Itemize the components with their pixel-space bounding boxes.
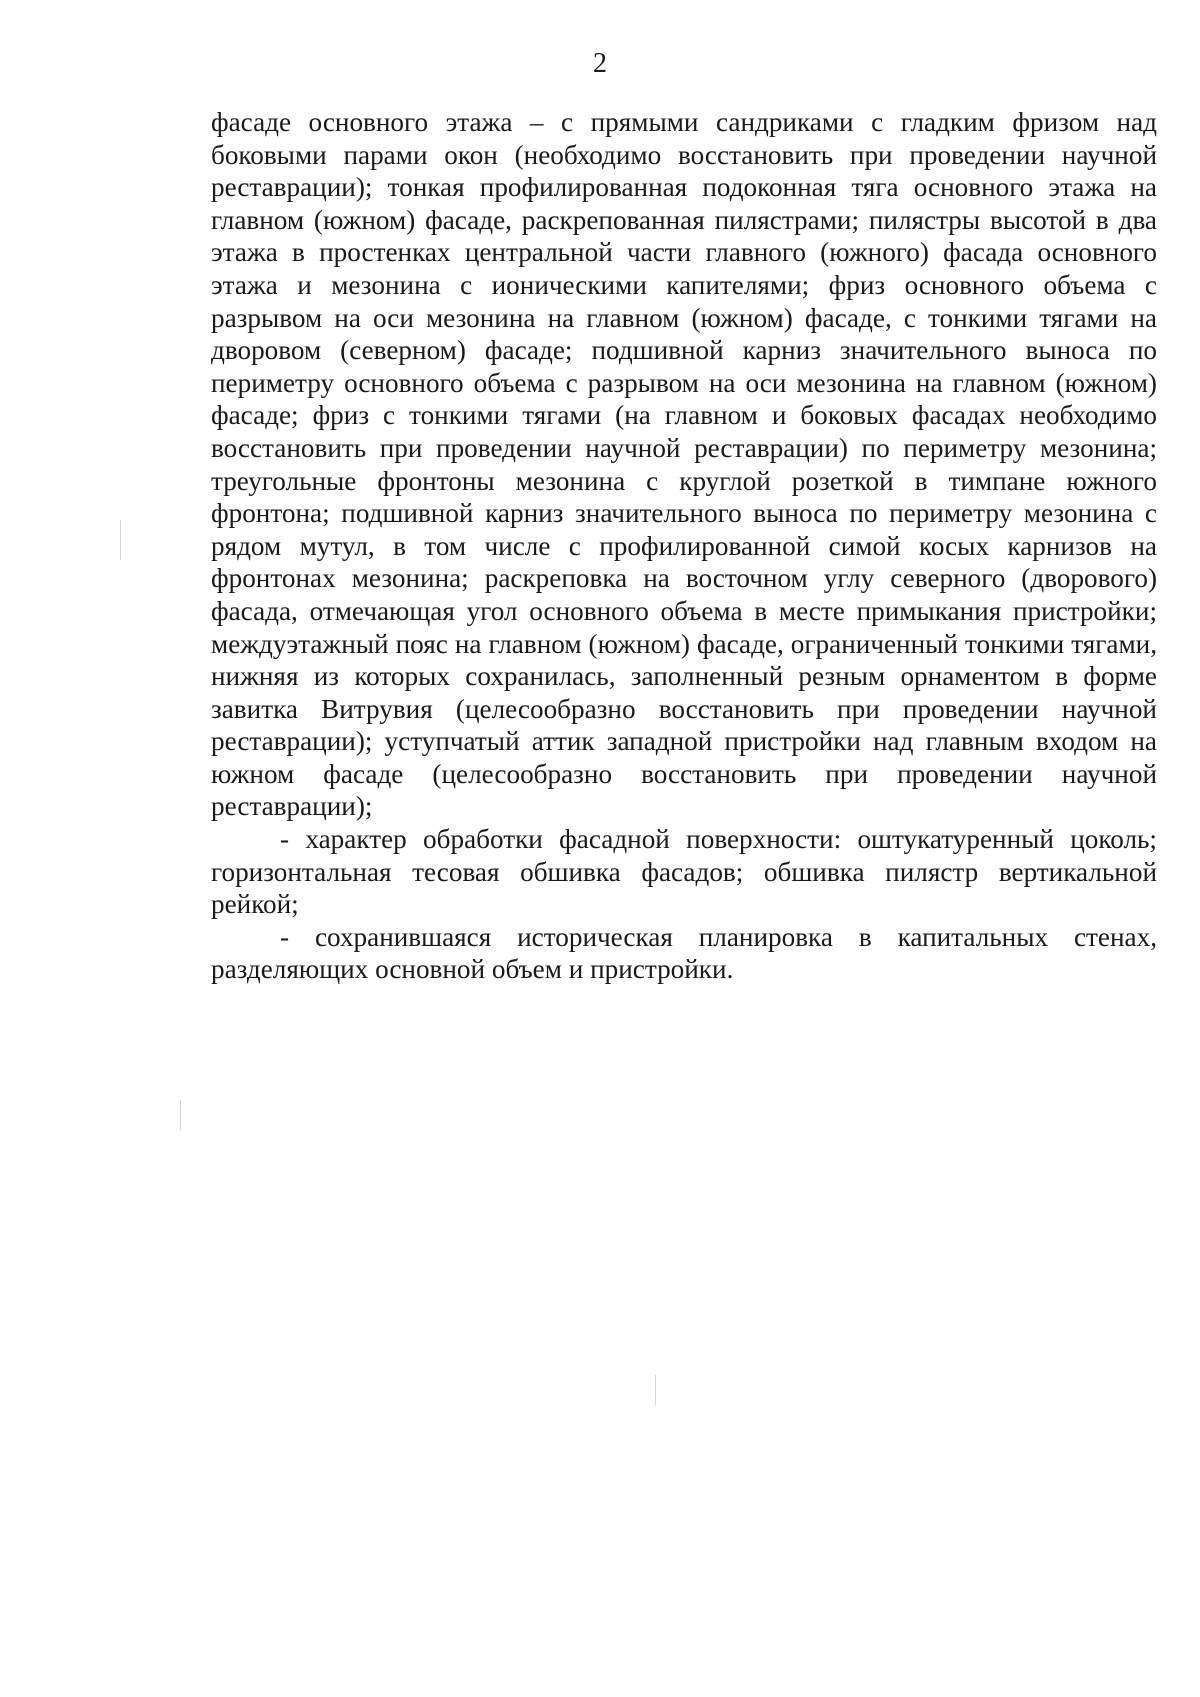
paragraph-architectural-elements: фасаде основного этажа – с прямыми сандриками с гладким фризом над боковыми парами окон (необходимо восстановить при проведении научной реставрации); тонкая профилированная подоконная тяга основного этажа на главном (южном) фасаде, раскрепованная пилястрами; пилястры высотой в два этажа в простенках центральной части главного (южного) фасада основного этажа и мезонина с ионическими капителями; фриз основного объема с разрывом на оси мезонина на главном (южном) фасаде, с тонкими тягами на дворовом (северном) фасаде; подшивной карниз значительного выноса по периметру основного объема с разрывом на оси мезонина на главном (южном) фасаде; фриз с тонкими тягами (на главном и боковых фасадах необходимо восстановить при проведении научной реставрации) по периметру мезонина; треугольные фронтоны мезонина с круглой розеткой в тимпане южного фронтона; подшивной карниз значительного выноса по периметру мезонина с рядом мутул, в том числе с профилированной симой косых карнизов на фронтонах мезонина; раскреповка на восточном углу северного (дворового) фасада, отмечающая угол основного объема в месте примыкания пристройки; междуэтажный пояс на главном (южном) фасаде, ограниченный тонкими тягами, нижняя из которых сохранилась, заполненный резным орнаментом в форме завитка Витрувия (целесообразно восстановить при проведении научной реставрации); уступчатый аттик западной пристройки над главным входом на южном фасаде (целесообразно восстановить при проведении научной реставрации);	[211, 107, 1157, 822]
paragraph-historical-layout: - сохранившаяся историческая планировка в капитальных стенах, разделяющих основной объем и пристройки.	[211, 921, 1157, 985]
paragraph-facade-surface: - характер обработки фасадной поверхности: оштукатуренный цоколь; горизонтальная тесовая обшивка фасадов; обшивка пилястр вертикальной рейкой;	[211, 824, 1157, 920]
page-number: 2	[593, 48, 607, 79]
scan-artifact-left	[120, 520, 121, 560]
scan-artifact-lower	[180, 1100, 181, 1130]
scan-artifact-center	[655, 1375, 656, 1405]
document-body	[211, 106, 1157, 986]
